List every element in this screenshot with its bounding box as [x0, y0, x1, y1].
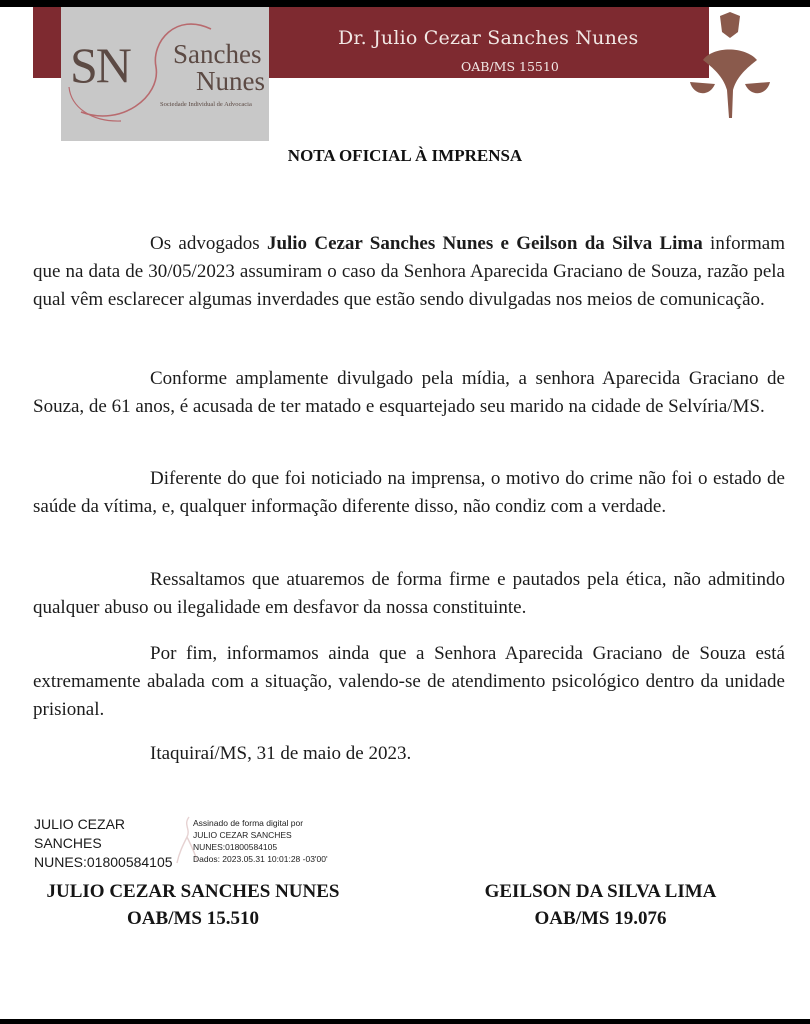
paragraph-4-text: Ressaltamos que atuaremos de forma firme e pautados pela ética, não admitindo qualquer abuso ou ilegalidade em desfavor da nossa constituinte.: [33, 569, 785, 618]
top-black-bar: [0, 0, 810, 7]
paragraph-1-lead: Os advogados: [150, 233, 267, 254]
signatory-2: [468, 878, 733, 932]
document-title: NOTA OFICIAL À IMPRENSA: [287, 146, 523, 165]
digital-signature-detail-line: NUNES:01800584105: [193, 842, 278, 852]
digital-signature-timestamp: Dados: 2023.05.31 10:01:28 -03'00': [193, 854, 328, 864]
paragraph-4: [33, 566, 785, 622]
paragraph-1-attorneys: Julio Cezar Sanches Nunes e Geilson da Silva Lima: [266, 233, 703, 254]
closing-text: Itaquiraí/MS, 31 de maio de 2023.: [150, 743, 412, 764]
attorney-name: Dr. Julio Cezar Sanches Nunes: [338, 27, 639, 49]
digital-signature-detail-line: JULIO CEZAR SANCHES: [193, 830, 292, 840]
logo-name-line2: Nunes: [196, 66, 265, 96]
digital-signature-line: NUNES:01800584105: [34, 854, 173, 870]
logo-name-line1: Sanches: [173, 39, 262, 69]
paragraph-1: [33, 230, 785, 314]
paragraph-3: [33, 465, 785, 521]
signatory-registration: OAB/MS 15.510: [127, 908, 259, 929]
digital-signature-line: SANCHES: [34, 835, 102, 851]
paragraph-1-rest: informam que na data de 30/05/2023 assumiram o caso da Senhora Aparecida Graciano de Souza, razão pela qual vêm esclarecer algumas inverdades que estão sendo divulgadas nos meios de comunicação.: [33, 233, 785, 310]
attorney-registration: OAB/MS 15510: [461, 59, 559, 74]
paragraph-2-text: Conforme amplamente divulgado pela mídia, a senhora Aparecida Graciano de Souza, de 61 anos, é acusada de ter matado e esquartejado seu marido na cidade de Selvíria/MS.: [33, 368, 785, 417]
signatory-1: [33, 878, 353, 932]
paragraph-5: [33, 640, 785, 724]
paragraph-3-text: Diferente do que foi noticiado na imprensa, o motivo do crime não foi o estado de saúde da vítima, e, qualquer informação diferente disso, não condiz com a verdade.: [33, 468, 785, 517]
logo-tagline: Sociedade Individual de Advocacia: [160, 101, 252, 108]
firm-logo: [61, 7, 269, 141]
justice-figure-icon: [685, 10, 775, 120]
paragraph-5-text: Por fim, informamos ainda que a Senhora Aparecida Graciano de Souza está extremamente abalada com a situação, valendo-se de atendimento psicológico dentro da unidade prisional.: [33, 643, 785, 720]
digital-signature-line: JULIO CEZAR: [34, 816, 126, 832]
digital-signature-name: [34, 815, 173, 872]
closing-place-date: [33, 740, 785, 768]
signatory-name: JULIO CEZAR SANCHES NUNES: [46, 881, 340, 902]
digital-signature-details: [193, 817, 328, 865]
logo-monogram: SN: [70, 37, 130, 93]
signatory-name: GEILSON DA SILVA LIMA: [484, 881, 717, 902]
bottom-black-bar: [0, 1019, 810, 1024]
paragraph-2: [33, 365, 785, 421]
signatory-registration: OAB/MS 19.076: [534, 908, 667, 929]
digital-signature-detail-line: Assinado de forma digital por: [193, 818, 304, 828]
